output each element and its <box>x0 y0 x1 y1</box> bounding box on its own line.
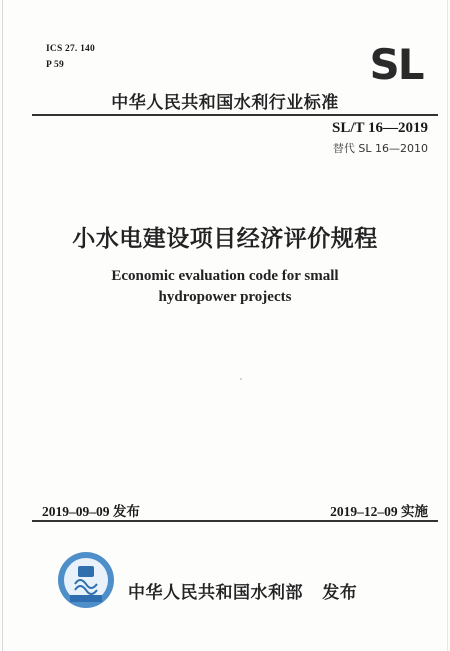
paper-speck <box>240 378 242 380</box>
org-heading: 中华人民共和国水利行业标准 <box>111 93 339 113</box>
issuer-line: 中华人民共和国水利部 发布 <box>128 583 358 603</box>
sl-logo <box>360 44 432 84</box>
anti-counterfeit-seal <box>56 550 116 610</box>
sl-logo-text: SL <box>369 44 423 84</box>
implement-date: 2019–12–09 实施 <box>330 504 428 519</box>
standard-number: SL/T 16—2019 <box>332 120 428 136</box>
ccs-code: P 59 <box>46 60 64 70</box>
title-english-line1: Economic evaluation code for small <box>111 268 339 284</box>
seal-band <box>70 595 102 602</box>
seal-emblem-icon <box>78 566 94 577</box>
title-english-line2: hydropower projects <box>158 289 292 305</box>
footer-divider <box>32 520 438 522</box>
header-divider <box>32 114 438 116</box>
publish-date: 2019–09–09 发布 <box>42 504 140 519</box>
title-chinese: 小水电建设项目经济评价规程 <box>72 226 378 252</box>
replaces-note: 替代 SL 16—2010 <box>332 142 428 155</box>
ics-code: ICS 27. 140 <box>46 44 95 54</box>
